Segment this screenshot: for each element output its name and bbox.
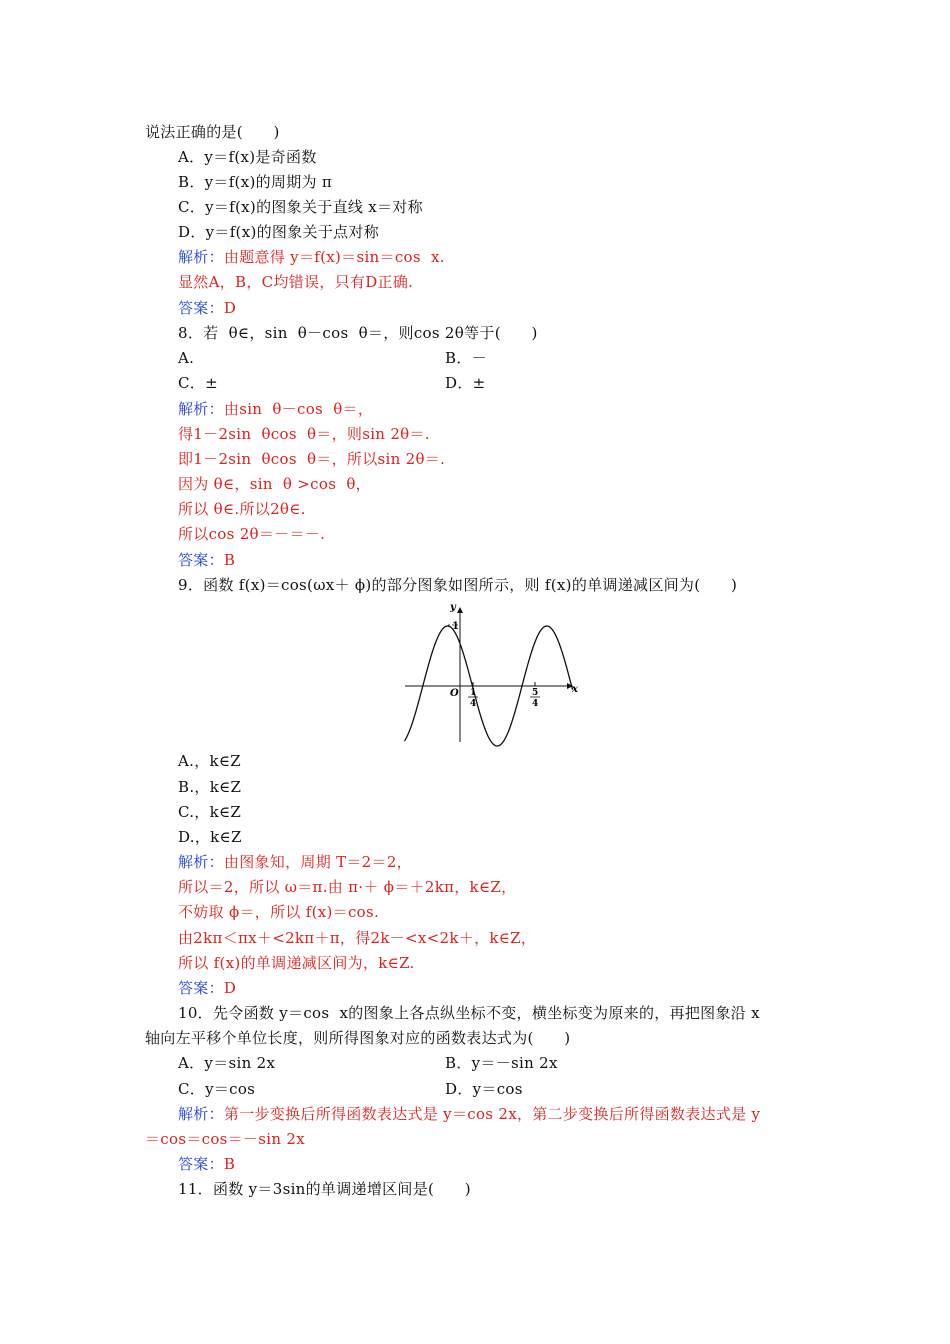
line-28: 由2kπ＜πx＋<2kπ＋π，得2k－<x<2k＋，k∈Z， — [178, 929, 537, 947]
line-6: 显然A，B，C均错误，只有D正确. — [178, 273, 414, 291]
x-axis-label: x — [572, 684, 578, 695]
line-14: 得1－2sin θcos θ＝，则sin 2θ＝. — [178, 425, 430, 443]
line-30: 答案：D — [178, 979, 237, 997]
analysis-label: 解析： — [178, 853, 224, 871]
line-15: 即1－2sin θcos θ＝，所以sin 2θ＝. — [178, 450, 446, 468]
line-37: 解析：第一步变换后所得函数表达式是 y＝cos 2x，第二步变换后所得函数表达式是 y — [178, 1105, 761, 1123]
line-2: B．y＝f(x)的周期为 π — [178, 173, 333, 191]
line-29: 所以 f(x)的单调递减区间为，k∈Z. — [178, 954, 415, 972]
line-3: C．y＝f(x)的图象关于直线 x＝对称 — [178, 198, 423, 216]
y-axis-label: y — [450, 602, 456, 613]
line-27: 不妨取 ϕ＝，所以 f(x)＝cos. — [178, 903, 380, 921]
line-40: 11．函数 y＝3sin的单调递增区间是( ) — [178, 1180, 471, 1198]
line-23: C.，k∈Z — [178, 803, 242, 821]
line-12: D．± — [445, 374, 486, 392]
line-31: 10．先令函数 y＝cos x的图象上各点纵坐标不变，横坐标变为原来的，再把图象沿 x — [178, 1004, 760, 1022]
line-26: 所以＝2，所以 ω＝π.由 π·＋ ϕ＝＋2kπ，k∈Z， — [178, 878, 517, 896]
x-tick-2-den: 4 — [532, 699, 539, 709]
line-34: B．y＝－sin 2x — [445, 1054, 558, 1072]
line-22: B.，k∈Z — [178, 778, 242, 796]
line-18: 所以cos 2θ＝－＝－. — [178, 525, 326, 543]
line-9: A. — [178, 349, 195, 367]
x-tick-1-den: 4 — [470, 699, 477, 709]
line-16: 因为 θ∈，sin θ >cos θ， — [178, 475, 371, 493]
line-0: 说法正确的是( ) — [145, 123, 280, 141]
line-38: ＝cos＝cos＝－sin 2x — [145, 1130, 305, 1148]
line-24: D.，k∈Z — [178, 828, 242, 846]
line-13: 解析：由sin θ－cos θ＝， — [178, 400, 374, 418]
line-32: 轴向左平移个单位长度，则所得图象对应的函数表达式为( ) — [145, 1029, 571, 1047]
line-11: C．± — [178, 374, 218, 392]
line-39: 答案：B — [178, 1155, 236, 1173]
answer-label: 答案： — [178, 299, 224, 317]
line-5: 解析：由题意得 y＝f(x)＝sin＝cos x. — [178, 248, 445, 266]
answer-label: 答案： — [178, 551, 224, 569]
origin-label: O — [450, 688, 459, 699]
line-21: A.，k∈Z — [178, 752, 242, 770]
line-19: 答案：B — [178, 551, 236, 569]
x-tick-1-num: 1 — [470, 688, 477, 698]
line-8: 8．若 θ∈，sin θ－cos θ＝，则cos 2θ等于( ) — [178, 324, 538, 342]
line-20: 9．函数 f(x)＝cos(ωx＋ ϕ)的部分图象如图所示，则 f(x)的单调递减区间为( ) — [178, 576, 738, 594]
line-35: C．y＝cos — [178, 1080, 256, 1098]
line-25: 解析：由图象知，周期 T＝2＝2， — [178, 853, 412, 871]
y-tick-label: 1 — [452, 621, 459, 632]
cosine-graph — [400, 598, 585, 748]
line-36: D．y＝cos — [445, 1080, 523, 1098]
line-33: A．y＝sin 2x — [178, 1054, 276, 1072]
analysis-label: 解析： — [178, 248, 224, 266]
answer-label: 答案： — [178, 979, 224, 997]
answer-label: 答案： — [178, 1155, 224, 1173]
x-tick-2-num: 5 — [532, 688, 539, 698]
line-7: 答案：D — [178, 299, 237, 317]
analysis-label: 解析： — [178, 400, 224, 418]
line-1: A．y＝f(x)是奇函数 — [178, 148, 317, 166]
line-10: B．－ — [445, 349, 487, 367]
line-4: D．y＝f(x)的图象关于点对称 — [178, 223, 380, 241]
line-17: 所以 θ∈.所以2θ∈. — [178, 500, 306, 518]
analysis-label: 解析： — [178, 1105, 224, 1123]
